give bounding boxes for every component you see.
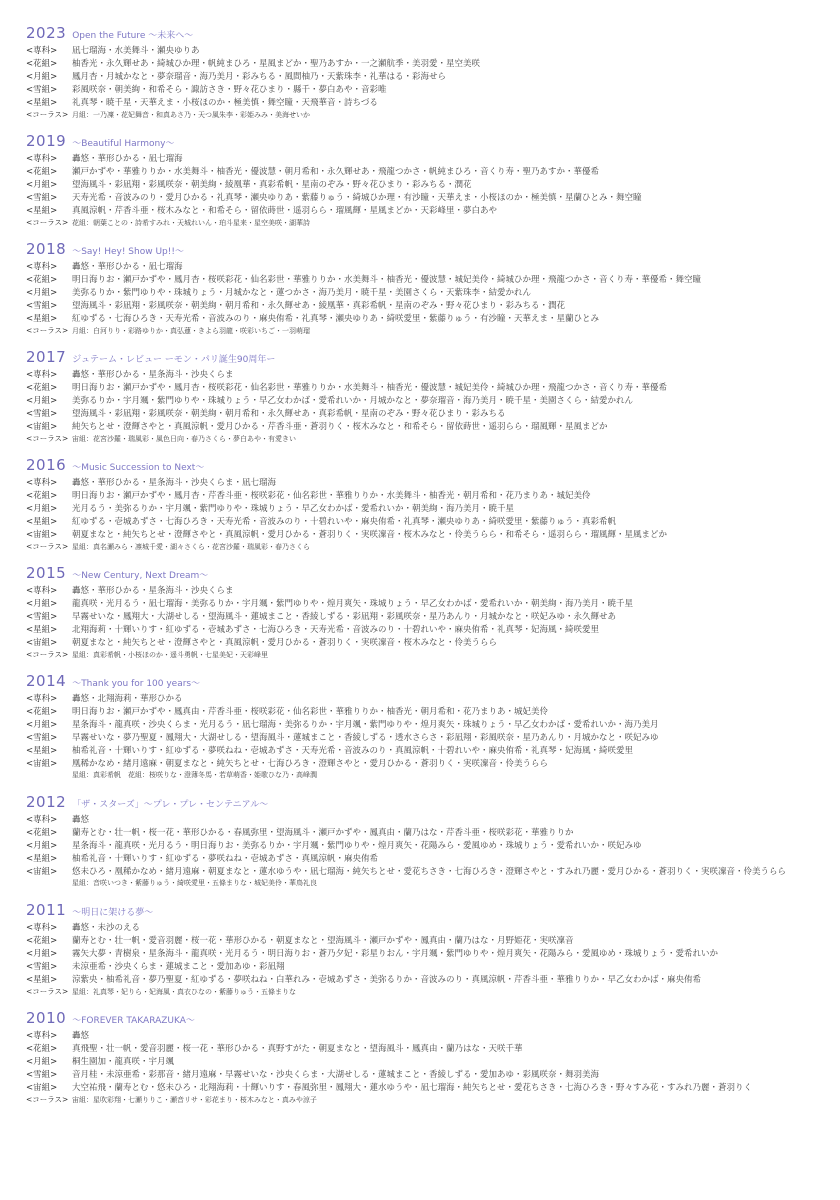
year-number: 2010 — [26, 1009, 67, 1027]
troupe-row — [26, 204, 820, 217]
member-list: 轟悠・華形ひかる・星条海斗・沙央くらま — [72, 586, 234, 596]
troupe-label: <専科> — [26, 1031, 58, 1041]
member-list: 轟悠・華形ひかる・凪七瑠海 — [72, 262, 183, 272]
troupe-row — [26, 381, 820, 394]
troupe-row — [26, 1042, 820, 1055]
member-list: 真風涼帆・芹香斗亜・桜木みなと・和希そら・留依蒔世・遥羽らら・瑠風輝・星風まどか・天彩峰里・夢白あや — [72, 206, 498, 216]
year-block — [26, 240, 820, 337]
member-list: 未涼亜希・沙央くらま・蓮城まこと・愛加あゆ・彩凪翔 — [72, 962, 285, 972]
member-list: 涼紫央・柚希礼音・夢乃聖夏・紅ゆずる・夢咲ねね・白華れみ・壱城あずさ・美弥るりか・音波みのり・真風涼帆・芹香斗亜・華雅りりか・早乙女わかば・麻央侑希 — [72, 975, 702, 985]
year-number: 2016 — [26, 456, 67, 474]
member-list: 朝夏まなと・純矢ちとせ・澄輝さやと・真風涼帆・愛月ひかる・蒼羽りく・実咲凜音・桜木みなと・伶美うらら — [72, 638, 498, 648]
troupe-row — [26, 152, 820, 165]
chorus-members: 星組：真彩希帆・小桜ほのか・遥斗勇帆・七星美妃・天彩峰里 — [72, 651, 268, 659]
member-list: 早霧せいな・夢乃聖夏・鳳翔大・大湖せしる・望海風斗・蓮城まこと・香綾しずる・透水さらさ・彩凪翔・彩風咲奈・星乃あんり・月城かなと・咲妃みゆ — [72, 733, 659, 743]
troupe-label: <専科> — [26, 694, 58, 704]
member-list: 明日海りお・瀬戸かずや・鳳月杏・桜咲彩花・仙名彩世・華雅りりか・水美舞斗・柚香光・優波慧・城妃美伶・綺城ひか理・飛龍つかさ・音くり寿・華優希 — [72, 383, 668, 393]
year-subtitle: ～Thank you for 100 years～ — [72, 679, 201, 689]
chorus-label: <コーラス> — [26, 987, 69, 996]
year-header — [26, 1009, 820, 1027]
troupe-label: <星組> — [26, 206, 58, 216]
troupe-label: <花組> — [26, 707, 58, 717]
troupe-label: <宙組> — [26, 759, 58, 769]
year-header — [26, 901, 820, 919]
troupe-row — [26, 70, 820, 83]
chorus-members: 星組：真名瀬みら・凛城千愛・湖々さくら・花宮沙羅・瑞風彩・春乃さくら — [72, 543, 310, 551]
member-list: 紅ゆずる・七海ひろき・天寿光希・音波みのり・麻央侑希・礼真琴・瀬央ゆりあ・綺咲愛里・紫藤りゅう・有沙瞳・天華えま・星蘭ひとみ — [72, 314, 600, 324]
troupe-label: <花組> — [26, 275, 58, 285]
member-list: 明日海りお・瀬戸かずや・鳳月杏・芹香斗亜・桜咲彩花・仙名彩世・華雅りりか・水美舞斗・柚香光・朝月希和・花乃まりあ・城妃美伶 — [72, 491, 591, 501]
year-block — [26, 901, 820, 998]
troupe-row — [26, 636, 820, 649]
year-subtitle: ジュテーム・レビュー ーモン・パリ誕生90周年ー — [72, 355, 276, 365]
year-subtitle: ～Say! Hey! Show Up!!～ — [72, 247, 184, 257]
year-number: 2012 — [26, 793, 67, 811]
member-list: 美弥るりか・紫門ゆりや・珠城りょう・月城かなと・蓮つかさ・海乃美月・暁千星・美園さくら・天紫珠李・結愛かれん — [72, 288, 532, 298]
member-list: 龍真咲・光月るう・凪七瑠海・美弥るりか・宇月颯・紫門ゆりや・煌月爽矢・珠城りょう・早乙女わかば・愛希れいか・朝美絢・海乃美月・暁千星 — [72, 599, 634, 609]
troupe-label: <専科> — [26, 46, 58, 56]
troupe-row — [26, 1068, 820, 1081]
year-header — [26, 793, 820, 811]
member-list: 明日海りお・瀬戸かずや・鳳月杏・桜咲彩花・仙名彩世・華雅りりか・水美舞斗・柚香光・優波慧・城妃美伶・綺城ひか理・飛龍つかさ・音くり寿・華優希・舞空瞳 — [72, 275, 702, 285]
troupe-row — [26, 1055, 820, 1068]
troupe-label: <宙組> — [26, 422, 58, 432]
member-list: 紅ゆずる・壱城あずさ・七海ひろき・天寿光希・音波みのり・十碧れいや・麻央侑希・礼真琴・瀬央ゆりあ・綺咲愛里・紫藤りゅう・真彩希帆 — [72, 517, 617, 527]
troupe-row — [26, 515, 820, 528]
troupe-label: <星組> — [26, 625, 58, 635]
troupe-row — [26, 407, 820, 420]
troupe-label: <星組> — [26, 854, 58, 864]
chorus-members: 花組：朝葉ことの・詩希すみれ・天城れいん・珀斗星来・星空美咲・湖華詩 — [72, 219, 310, 227]
troupe-row — [26, 83, 820, 96]
troupe-label: <雪組> — [26, 612, 58, 622]
troupe-row — [26, 394, 820, 407]
troupe-label: <雪組> — [26, 409, 58, 419]
year-number: 2017 — [26, 348, 67, 366]
year-number: 2019 — [26, 132, 67, 150]
troupe-row — [26, 839, 820, 852]
troupe-label: <月組> — [26, 72, 58, 82]
troupe-label: <宙組> — [26, 530, 58, 540]
member-list: 霧矢大夢・青樹泉・星条海斗・龍真咲・光月るう・明日海りお・蒼乃夕妃・彩星りおん・宇月颯・紫門ゆりや・煌月爽矢・花陽みら・愛風ゆめ・珠城りょう・愛希れいか — [72, 949, 719, 959]
troupe-row — [26, 1029, 820, 1042]
troupe-row — [26, 718, 820, 731]
year-number: 2014 — [26, 672, 67, 690]
member-list: 朝夏まなと・純矢ちとせ・澄輝さやと・真風涼帆・愛月ひかる・蒼羽りく・実咲凜音・桜木みなと・伶美うらら・和希そら・遥羽らら・瑠風輝・星風まどか — [72, 530, 668, 540]
chorus-label: <コーラス> — [26, 542, 69, 551]
year-subtitle: ～Beautiful Harmony～ — [72, 139, 175, 149]
member-list: 轟悠・華形ひかる・星条海斗・沙央くらま — [72, 370, 234, 380]
year-block — [26, 564, 820, 661]
member-list: 轟悠・北翔海莉・華形ひかる — [72, 694, 183, 704]
troupe-label: <専科> — [26, 586, 58, 596]
troupe-label: <花組> — [26, 167, 58, 177]
year-number: 2011 — [26, 901, 67, 919]
member-list: 轟悠・華形ひかる・星条海斗・沙央くらま・凪七瑠海 — [72, 478, 277, 488]
member-list: 蘭寿とむ・壮一帆・桜一花・華形ひかる・春風弥里・望海風斗・瀬戸かずや・鳳真由・蘭乃はな・芹香斗亜・桜咲彩花・華雅りりか — [72, 828, 574, 838]
troupe-label: <月組> — [26, 949, 58, 959]
troupe-row — [26, 178, 820, 191]
year-number: 2018 — [26, 240, 67, 258]
troupe-row — [26, 273, 820, 286]
chorus-row — [26, 770, 820, 782]
troupe-label: <星組> — [26, 746, 58, 756]
year-subtitle: ～New Century, Next Dream～ — [72, 571, 209, 581]
year-header — [26, 240, 820, 258]
year-subtitle: Open the Future ～未来へ～ — [72, 31, 194, 41]
member-list: 純矢ちとせ・澄輝さやと・真風涼帆・愛月ひかる・芹香斗亜・蒼羽りく・桜木みなと・和希そら・留依蒔世・遥羽らら・瑠風輝・星風まどか — [72, 422, 608, 432]
troupe-label: <星組> — [26, 517, 58, 527]
troupe-label: <宙組> — [26, 867, 58, 877]
member-list: 瀬戸かずや・華雅りりか・水美舞斗・柚香光・優波慧・朝月希和・永久輝せあ・飛龍つかさ・帆純まひろ・音くり寿・聖乃あすか・華優希 — [72, 167, 600, 177]
chorus-members: 宙組：花宮沙羅・瑞風彩・風色日向・春乃さくら・夢白あや・有愛きい — [72, 435, 296, 443]
member-list: 柚希礼音・十輝いりす・紅ゆずる・夢咲ねね・壱城あずさ・真風涼帆・麻央侑希 — [72, 854, 379, 864]
chorus-row — [26, 986, 820, 998]
member-list: 彩風咲奈・朝美絢・和希そら・諏訪さき・野々花ひまり・縣千・夢白あや・音彩唯 — [72, 85, 387, 95]
year-block — [26, 1009, 820, 1106]
year-block — [26, 24, 820, 121]
troupe-label: <月組> — [26, 720, 58, 730]
troupe-row — [26, 96, 820, 109]
troupe-row — [26, 947, 820, 960]
chorus-row — [26, 1094, 820, 1106]
member-list: 美弥るりか・宇月颯・紫門ゆりや・珠城りょう・早乙女わかば・愛希れいか・月城かなと・夢奈瑠音・海乃美月・暁千星・美園さくら・結愛かれん — [72, 396, 634, 406]
troupe-label: <専科> — [26, 478, 58, 488]
troupe-label: <宙組> — [26, 638, 58, 648]
troupe-row — [26, 705, 820, 718]
troupe-label: <月組> — [26, 841, 58, 851]
member-list: 真飛聖・壮一帆・愛音羽麗・桜一花・華形ひかる・真野すがた・朝夏まなと・望海風斗・鳳真由・蘭乃はな・天咲千華 — [72, 1044, 523, 1054]
troupe-label: <花組> — [26, 491, 58, 501]
chorus-row — [26, 325, 820, 337]
troupe-label: <月組> — [26, 599, 58, 609]
troupe-row — [26, 191, 820, 204]
troupe-label: <花組> — [26, 936, 58, 946]
year-subtitle: 「ザ・スターズ」～プレ・プレ・センテニアル～ — [72, 800, 269, 810]
troupe-row — [26, 286, 820, 299]
troupe-row — [26, 368, 820, 381]
member-list: 音月桂・未涼亜希・彩那音・緒月遠麻・早霧せいな・沙央くらま・大湖せしる・蓮城まこと・香綾しずる・愛加あゆ・彩風咲奈・舞羽美海 — [72, 1070, 600, 1080]
troupe-label: <月組> — [26, 288, 58, 298]
year-subtitle: ～FOREVER TAKARAZUKA～ — [72, 1016, 195, 1026]
year-block — [26, 456, 820, 553]
member-list: 望海風斗・彩凪翔・彩風咲奈・朝美絢・綾凰華・真彩希帆・星南のぞみ・野々花ひまり・彩みちる・潤花 — [72, 180, 472, 190]
troupe-label: <専科> — [26, 815, 58, 825]
year-header — [26, 672, 820, 690]
troupe-row — [26, 731, 820, 744]
troupe-label: <雪組> — [26, 193, 58, 203]
chorus-label: <コーラス> — [26, 110, 69, 119]
troupe-label: <花組> — [26, 59, 58, 69]
chorus-row — [26, 649, 820, 661]
troupe-row — [26, 852, 820, 865]
troupe-row — [26, 921, 820, 934]
chorus-members: 宙組：星吹彩翔・七瀬りりこ・瀬音リサ・彩花まり・桜木みなと・真みや涼子 — [72, 1096, 317, 1104]
member-list: 星条海斗・龍真咲・光月るう・明日海りお・美弥るりか・宇月颯・紫門ゆりや・煌月爽矢・花陽みら・愛風ゆめ・珠城りょう・愛希れいか・咲妃みゆ — [72, 841, 642, 851]
troupe-row — [26, 757, 820, 770]
troupe-label: <星組> — [26, 314, 58, 324]
troupe-label: <雪組> — [26, 962, 58, 972]
chorus-row — [26, 217, 820, 229]
troupe-label: <雪組> — [26, 85, 58, 95]
troupe-row — [26, 826, 820, 839]
troupe-row — [26, 597, 820, 610]
troupe-row — [26, 813, 820, 826]
chorus-label: <コーラス> — [26, 650, 69, 659]
chorus-label: <コーラス> — [26, 1095, 69, 1104]
troupe-row — [26, 489, 820, 502]
chorus-members: 星組：音咲いつき・紫藤りゅう・綺咲愛里・五條まりな・城妃美伶・華鳥礼良 — [72, 879, 317, 887]
chorus-row — [26, 109, 820, 121]
chorus-label: <コーラス> — [26, 218, 69, 227]
troupe-row — [26, 610, 820, 623]
troupe-row — [26, 299, 820, 312]
year-header — [26, 132, 820, 150]
member-list: 望海風斗・彩凪翔・彩風咲奈・朝美絢・朝月希和・永久輝せあ・真彩希帆・星南のぞみ・野々花ひまり・彩みちる — [72, 409, 506, 419]
troupe-label: <月組> — [26, 504, 58, 514]
year-number: 2015 — [26, 564, 67, 582]
year-block — [26, 793, 820, 890]
troupe-label: <宙組> — [26, 1083, 58, 1093]
year-header — [26, 24, 820, 42]
year-subtitle: ～明日に架ける夢～ — [72, 908, 154, 918]
member-list: 北翔海莉・十輝いりす・紅ゆずる・壱城あずさ・七海ひろき・天寿光希・音波みのり・十碧れいや・麻央侑希・礼真琴・妃海風・綺咲愛里 — [72, 625, 600, 635]
troupe-row — [26, 502, 820, 515]
member-list: 光月るう・美弥るりか・宇月颯・紫門ゆりや・珠城りょう・早乙女わかば・愛希れいか・朝美絢・海乃美月・暁千星 — [72, 504, 515, 514]
member-list: 鳳月杏・月城かなと・夢奈瑠音・海乃美月・彩みちる・風間柚乃・天紫珠李・礼華はる・彩海せら — [72, 72, 447, 82]
year-header — [26, 564, 820, 582]
troupe-label: <雪組> — [26, 1070, 58, 1080]
troupe-row — [26, 476, 820, 489]
member-list: 柚希礼音・十輝いりす・紅ゆずる・夢咲ねね・壱城あずさ・天寿光希・音波みのり・真風涼帆・十碧れいや・麻央侑希・礼真琴・妃海風・綺咲愛里 — [72, 746, 634, 756]
troupe-row — [26, 692, 820, 705]
chorus-members: 星組：真彩希帆 花組：桜咲りな・澄薄冬馬・若草萌香・姫歌ひな乃・高峰潤 — [72, 771, 317, 779]
troupe-row — [26, 44, 820, 57]
chorus-label: <コーラス> — [26, 434, 69, 443]
troupe-row — [26, 260, 820, 273]
member-list: 柚香光・永久輝せあ・綺城ひか理・帆純まひろ・星風まどか・聖乃あすか・一之瀬航季・美羽愛・星空美咲 — [72, 59, 481, 69]
troupe-label: <雪組> — [26, 733, 58, 743]
troupe-label: <月組> — [26, 180, 58, 190]
member-list: 轟悠・華形ひかる・凪七瑠海 — [72, 154, 183, 164]
troupe-row — [26, 420, 820, 433]
troupe-label: <花組> — [26, 383, 58, 393]
member-list: 悠未ひろ・凰稀かなめ・緒月遠麻・朝夏まなと・蓮水ゆうや・凪七瑠海・純矢ちとせ・愛花ちさき・七海ひろき・澄輝さやと・すみれ乃麗・愛月ひかる・蒼羽りく・実咲凜音・伶美うらら — [72, 867, 787, 877]
troupe-row — [26, 960, 820, 973]
chorus-members: 月組：白河りり・彩路ゆりか・真弘蓮・きよら羽龍・咲彩いちご・一羽萌瑠 — [72, 327, 310, 335]
troupe-label: <花組> — [26, 828, 58, 838]
troupe-row — [26, 623, 820, 636]
troupe-row — [26, 584, 820, 597]
member-list: 礼真琴・暁千星・天華えま・小桜ほのか・極美慎・舞空瞳・天飛華音・詩ちづる — [72, 98, 378, 108]
chorus-row — [26, 541, 820, 553]
year-block — [26, 348, 820, 445]
chorus-row — [26, 433, 820, 445]
member-list: 蘭寿とむ・壮一帆・愛音羽麗・桜一花・華形ひかる・朝夏まなと・望海風斗・瀬戸かずや・鳳真由・蘭乃はな・月野姫花・実咲凜音 — [72, 936, 574, 946]
troupe-label: <花組> — [26, 1044, 58, 1054]
troupe-label: <専科> — [26, 923, 58, 933]
year-header — [26, 456, 820, 474]
troupe-label: <月組> — [26, 396, 58, 406]
member-list: 轟悠・未沙のえる — [72, 923, 141, 933]
troupe-label: <専科> — [26, 262, 58, 272]
troupe-row — [26, 865, 820, 878]
troupe-label: <専科> — [26, 154, 58, 164]
member-list: 明日海りお・瀬戸かずや・鳳真由・芹香斗亜・桜咲彩花・仙名彩世・華雅りりか・柚香光・朝月希和・花乃まりあ・城妃美伶 — [72, 707, 549, 717]
member-list: 早霧せいな・鳳翔大・大湖せしる・望海風斗・蓮城まこと・香綾しずる・彩凪翔・彩風咲奈・星乃あんり・月城かなと・咲妃みゆ・永久輝せあ — [72, 612, 617, 622]
chorus-label: <コーラス> — [26, 326, 69, 335]
member-list: 凰稀かなめ・緒月遠麻・朝夏まなと・純矢ちとせ・七海ひろき・澄輝さやと・愛月ひかる・蒼羽りく・実咲凜音・伶美うらら — [72, 759, 549, 769]
member-list: 望海風斗・彩凪翔・彩風咲奈・朝美絢・朝月希和・永久輝せあ・綾凰華・真彩希帆・星南のぞみ・野々花ひまり・彩みちる・潤花 — [72, 301, 566, 311]
troupe-label: <専科> — [26, 370, 58, 380]
member-list: 轟悠 — [72, 1031, 90, 1041]
troupe-row — [26, 57, 820, 70]
troupe-label: <月組> — [26, 1057, 58, 1067]
troupe-label: <星組> — [26, 98, 58, 108]
troupe-row — [26, 1081, 820, 1094]
year-block — [26, 132, 820, 229]
member-list: 星条海斗・龍真咲・沙央くらま・光月るう・凪七瑠海・美弥るりか・宇月颯・紫門ゆりや・煌月爽矢・珠城りょう・早乙女わかば・愛希れいか・海乃美月 — [72, 720, 659, 730]
troupe-label: <雪組> — [26, 301, 58, 311]
troupe-row — [26, 744, 820, 757]
troupe-row — [26, 973, 820, 986]
year-header — [26, 348, 820, 366]
troupe-row — [26, 312, 820, 325]
chorus-members: 星組：礼真琴・妃りら・妃海風・真衣ひなの・紫藤りゅう・五條まりな — [72, 988, 296, 996]
troupe-row — [26, 528, 820, 541]
chorus-members: 月組：一乃凜・花妃舞音・和真あさ乃・天つ風朱李・彩姫みみ・美海せいか — [72, 111, 310, 119]
year-block — [26, 672, 820, 782]
member-list: 天寿光希・音波みのり・愛月ひかる・礼真琴・瀬央ゆりあ・紫藤りゅう・綺城ひか理・有沙瞳・天華えま・小桜ほのか・極美慎・星蘭ひとみ・舞空瞳 — [72, 193, 642, 203]
member-list: 大空祐飛・蘭寿とむ・悠未ひろ・北翔海莉・十輝いりす・春風弥里・鳳翔大・蓮水ゆうや・凪七瑠海・純矢ちとせ・愛花ちさき・七海ひろき・野々すみ花・すみれ乃麗・蒼羽りく — [72, 1083, 753, 1093]
year-number: 2023 — [26, 24, 67, 42]
troupe-label: <星組> — [26, 975, 58, 985]
chorus-row — [26, 878, 820, 890]
troupe-row — [26, 165, 820, 178]
troupe-row — [26, 934, 820, 947]
member-list: 桐生園加・龍真咲・宇月颯 — [72, 1057, 175, 1067]
member-list: 凪七瑠海・水美舞斗・瀬央ゆりあ — [72, 46, 200, 56]
year-subtitle: ～Music Succession to Next～ — [72, 463, 205, 473]
member-list: 轟悠 — [72, 815, 90, 825]
